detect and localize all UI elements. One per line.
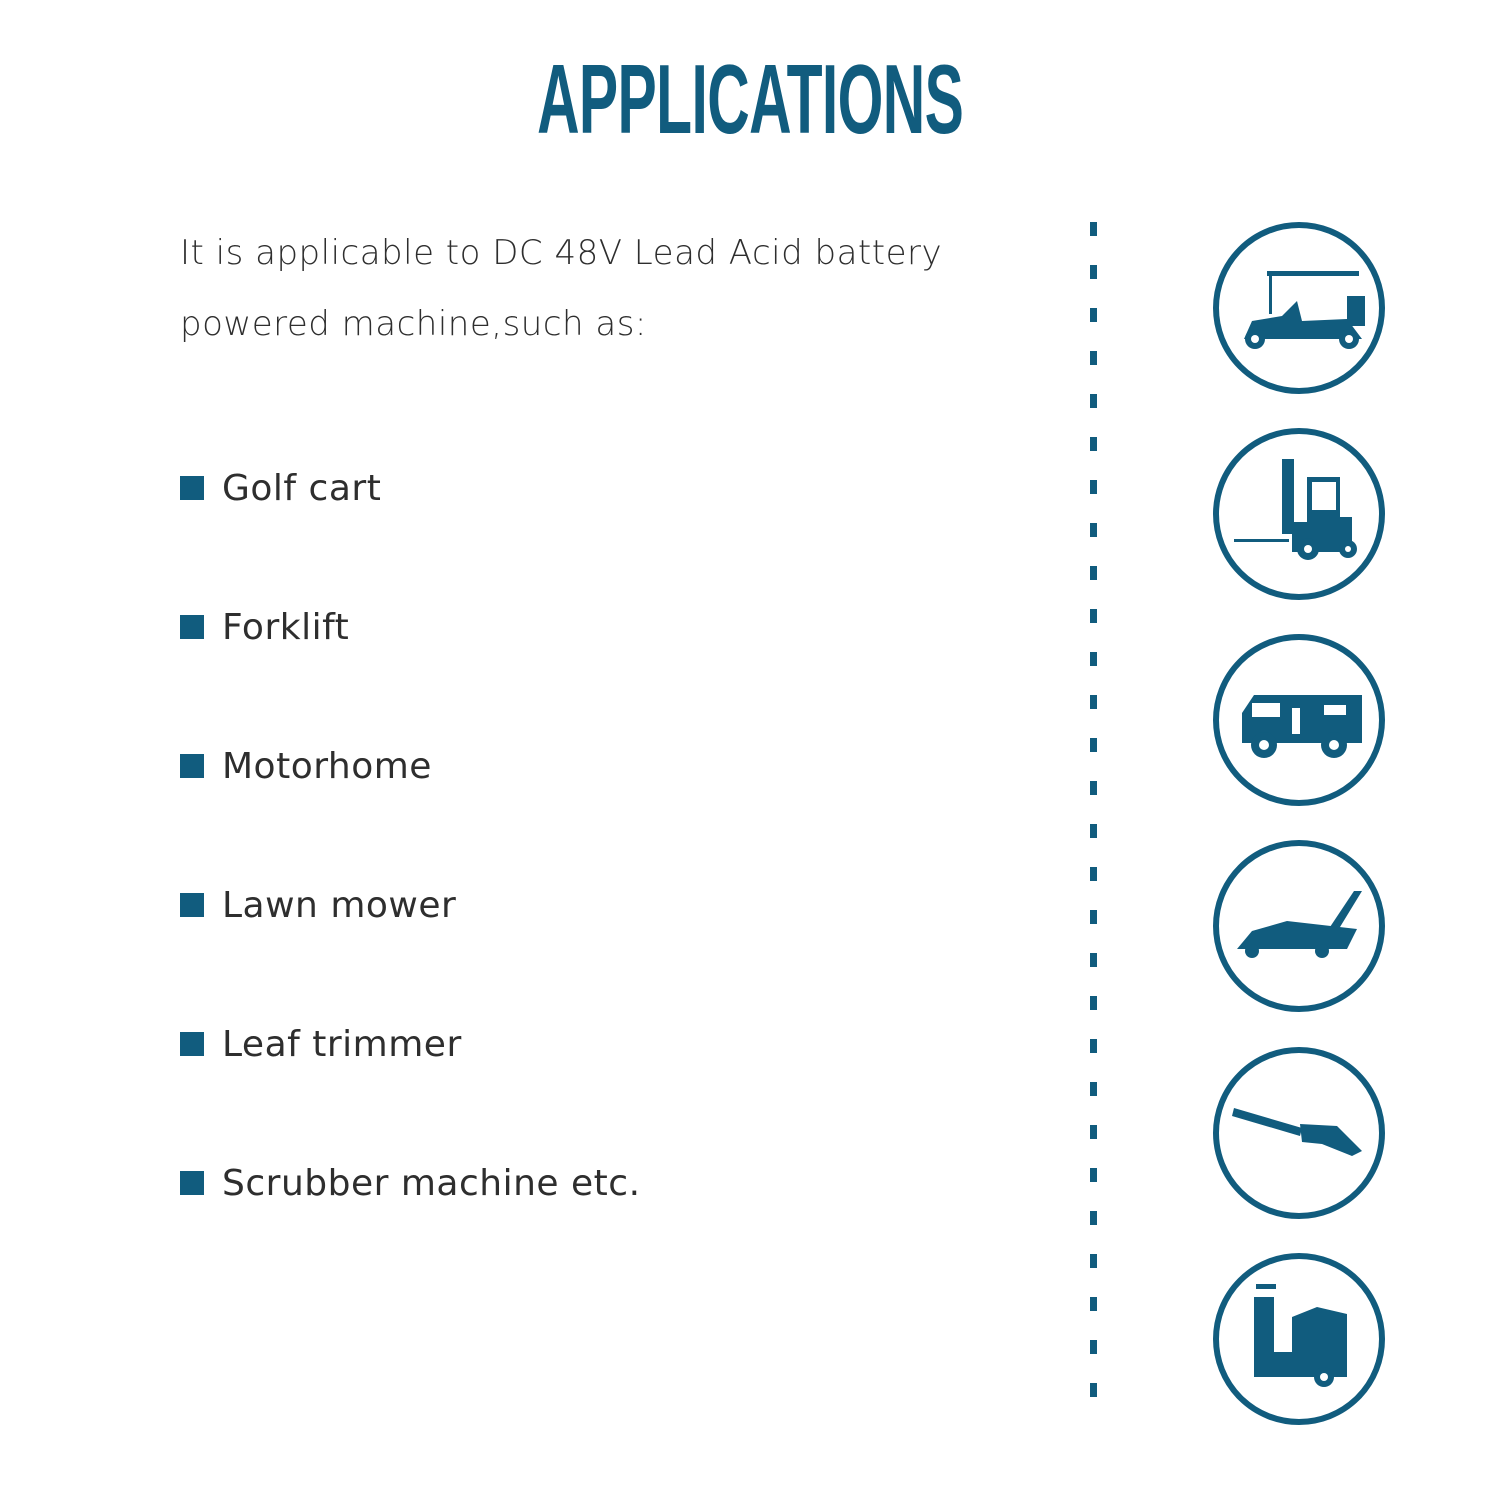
item-label: Lawn mower <box>222 884 457 926</box>
bullet-square <box>180 754 204 778</box>
hedge-trimmer-icon <box>1212 1046 1386 1220</box>
item-label: Leaf trimmer <box>222 1023 462 1065</box>
floor-scrubber-icon <box>1212 1252 1386 1426</box>
golf-cart-icon <box>1212 221 1386 395</box>
bullet-square <box>180 476 204 500</box>
motorhome-icon <box>1212 633 1386 807</box>
intro-text: It is applicable to DC 48V Lead Acid battery powered machine,such as: <box>180 233 943 344</box>
bullet-square <box>180 615 204 639</box>
list-item <box>180 885 456 925</box>
dashed-divider <box>1090 222 1097 1420</box>
item-label: Motorhome <box>222 745 432 787</box>
item-label: Golf cart <box>222 467 382 509</box>
bullet-square <box>180 1171 204 1195</box>
bullet-square <box>180 1032 204 1056</box>
list-item <box>180 468 381 508</box>
list-item <box>180 607 349 647</box>
item-label: Scrubber machine etc. <box>222 1162 641 1204</box>
page-title <box>0 44 1500 154</box>
lawn-mower-icon <box>1212 839 1386 1013</box>
list-item <box>180 746 432 786</box>
item-label: Forklift <box>222 606 350 648</box>
bullet-square <box>180 893 204 917</box>
title-text: APPLICATIONS <box>536 44 964 154</box>
list-item <box>180 1163 641 1203</box>
list-item <box>180 1024 462 1064</box>
forklift-icon <box>1212 427 1386 601</box>
